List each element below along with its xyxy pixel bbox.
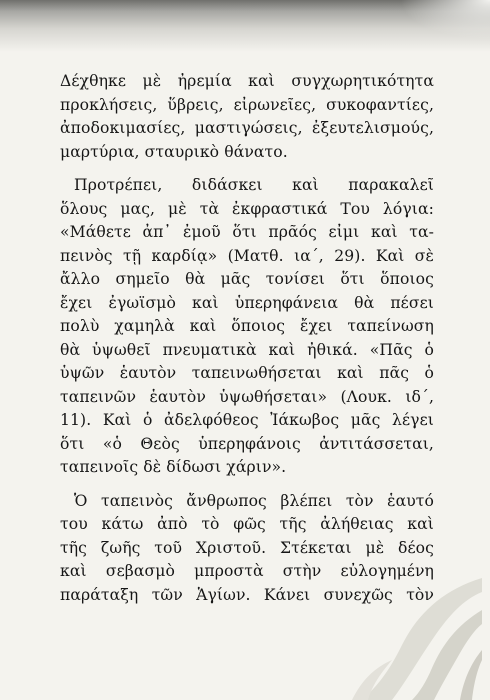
text-line: ταπεινῶν ἑαυτὸν ὑψωθήσεται» (Λουκ. ιδ΄, [60, 387, 434, 406]
page-body-text [60, 70, 434, 607]
text-line: πεινὸς τῇ καρδίᾳ» (Ματθ. ια΄, 29). Καὶ σὲ [60, 246, 434, 265]
paragraph-2 [60, 174, 434, 480]
decorative-flourish-ornament [322, 570, 482, 700]
text-line: του κάτω ἀπὸ τὸ φῶς τῆς ἀλήθειας καὶ [60, 515, 434, 533]
text-line: «Μάθετε ἀπ᾿ ἐμοῦ ὅτι πρᾶός εἰμι καὶ τα- [60, 223, 434, 241]
text-line: τῆς ζωῆς τοῦ Χριστοῦ. Στέκεται μὲ δέος [60, 538, 434, 557]
text-line: ὑψῶν ἑαυτὸν ταπεινωθήσεται καὶ πᾶς ὁ [60, 364, 434, 382]
text-line: ὅτι «ὁ Θεὸς ὑπερηφάνοις ἀντιτάσσεται, [60, 434, 434, 453]
text-line: μαρτύρια, σταυρικὸ θάνατο. [60, 142, 288, 161]
text-line: Προτρέπει, διδάσκει καὶ παρακαλεῖ [74, 176, 434, 194]
text-line: ἀποδοκιμασίες, μαστιγώσεις, ἐξευτελισμούς, [60, 119, 434, 137]
text-line: 11). Καὶ ὁ ἀδελφόθεος Ἰάκωβος μᾶς λέγει [60, 411, 434, 429]
page-corner-highlight [400, 0, 490, 40]
text-line: θὰ ὑψωθεῖ πνευματικὰ καὶ ἠθικά. «Πᾶς ὁ [60, 340, 434, 359]
text-line: ἄλλο σημεῖο θὰ μᾶς τονίσει ὅτι ὅποιος [60, 270, 434, 288]
text-line: ἔχει ἐγωϊσμὸ καὶ ὑπερηφάνεια θὰ πέσει [60, 293, 434, 312]
text-line: πολὺ χαμηλὰ καὶ ὅποιος ἔχει ταπείνωση [60, 317, 434, 335]
text-line: Ὁ ταπεινὸς ἄνθρωπος βλέπει τὸν ἑαυτό [74, 491, 434, 510]
text-line: καὶ σεβασμὸ μπροστὰ στὴν εὐλογημένη [60, 562, 434, 580]
text-line: προκλήσεις, ὕβρεις, εἰρωνεῖες, συκοφαντίες, [60, 95, 434, 114]
text-line: ταπεινοῖς δὲ δίδωσι χάριν». [60, 458, 287, 476]
text-line: παράταξη τῶν Ἁγίων. Κάνει συνεχῶς τὸν [60, 585, 434, 604]
paragraph-1 [60, 70, 434, 164]
text-line: Δέχθηκε μὲ ἠρεμία καὶ συγχωρητικότητα [60, 72, 434, 90]
text-line: ὅλους μας, μὲ τὰ ἐκφραστικά Του λόγια: [60, 199, 434, 218]
